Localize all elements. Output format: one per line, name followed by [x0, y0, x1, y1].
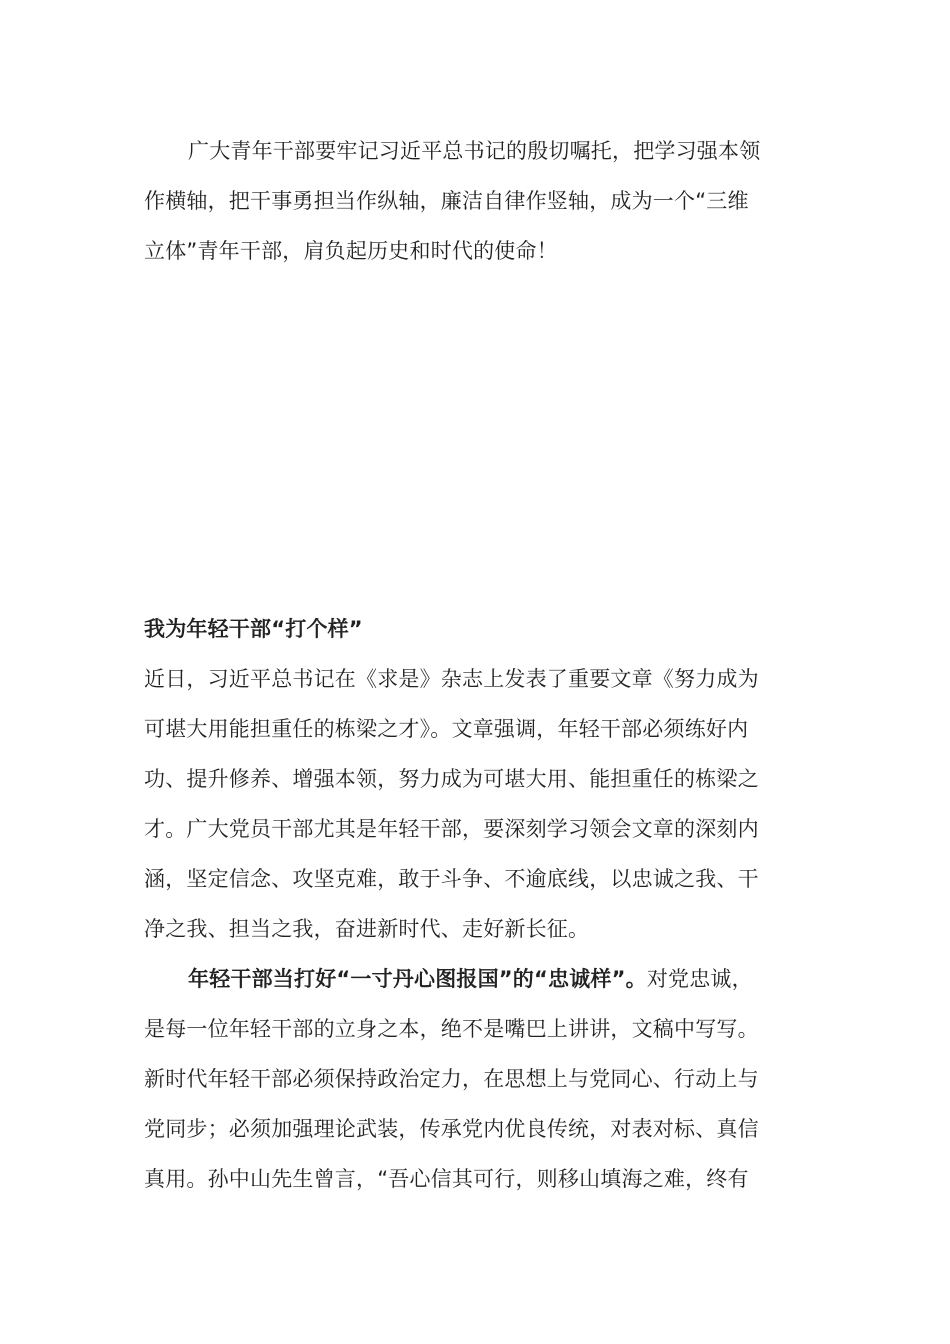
paragraph-lead-line	[144, 954, 804, 1004]
paragraph-line: 党同步；必须加强理论武装，传承党内优良传统，对表对标、真信	[144, 1117, 759, 1141]
paragraph-line: 功、提升修养、增强本领，努力成为可堪大用、能担重任的栋梁之	[144, 767, 759, 791]
paragraph-line: 立体”青年干部，肩负起历史和时代的使命！	[144, 239, 558, 263]
paragraph-line: 才。广大党员干部尤其是年轻干部，要深刻学习领会文章的深刻内	[144, 817, 759, 841]
intro-paragraph	[144, 126, 804, 276]
paragraph-line: 广大青年干部要牢记习近平总书记的殷切嘱托，把学习强本领	[188, 139, 761, 163]
section-paragraph-2	[144, 954, 804, 1204]
section-heading: 我为年轻干部“打个样”	[144, 617, 363, 641]
paragraph-line: 新时代年轻干部必须保持政治定力，在思想上与党同心、行动上与	[144, 1067, 759, 1091]
paragraph-line: 是每一位年轻干部的立身之本，绝不是嘴巴上讲讲，文稿中写写。	[144, 1017, 759, 1041]
paragraph-line: 净之我、担当之我，奋进新时代、走好新长征。	[144, 917, 590, 941]
paragraph-line: 近日，习近平总书记在《求是》杂志上发表了重要文章《努力成为	[144, 667, 759, 691]
paragraph-line: 可堪大用能担重任的栋梁之才》。文章强调，年轻干部必须练好内	[144, 717, 749, 741]
paragraph-lead-rest: 对党忠诚，	[646, 967, 753, 991]
paragraph-line: 涵，坚定信念、攻坚克难，敢于斗争、不逾底线，以忠诚之我、干	[144, 867, 759, 891]
section-paragraph-1	[144, 654, 804, 954]
paragraph-line: 作横轴，把干事勇担当作纵轴，廉洁自律作竖轴，成为一个“三维	[144, 189, 749, 213]
paragraph-lead-bold: 年轻干部当打好“一寸丹心图报国”的“忠诚样”。	[188, 967, 647, 991]
paragraph-line: 真用。孙中山先生曾言，“吾心信其可行，则移山填海之难，终有	[144, 1167, 749, 1191]
